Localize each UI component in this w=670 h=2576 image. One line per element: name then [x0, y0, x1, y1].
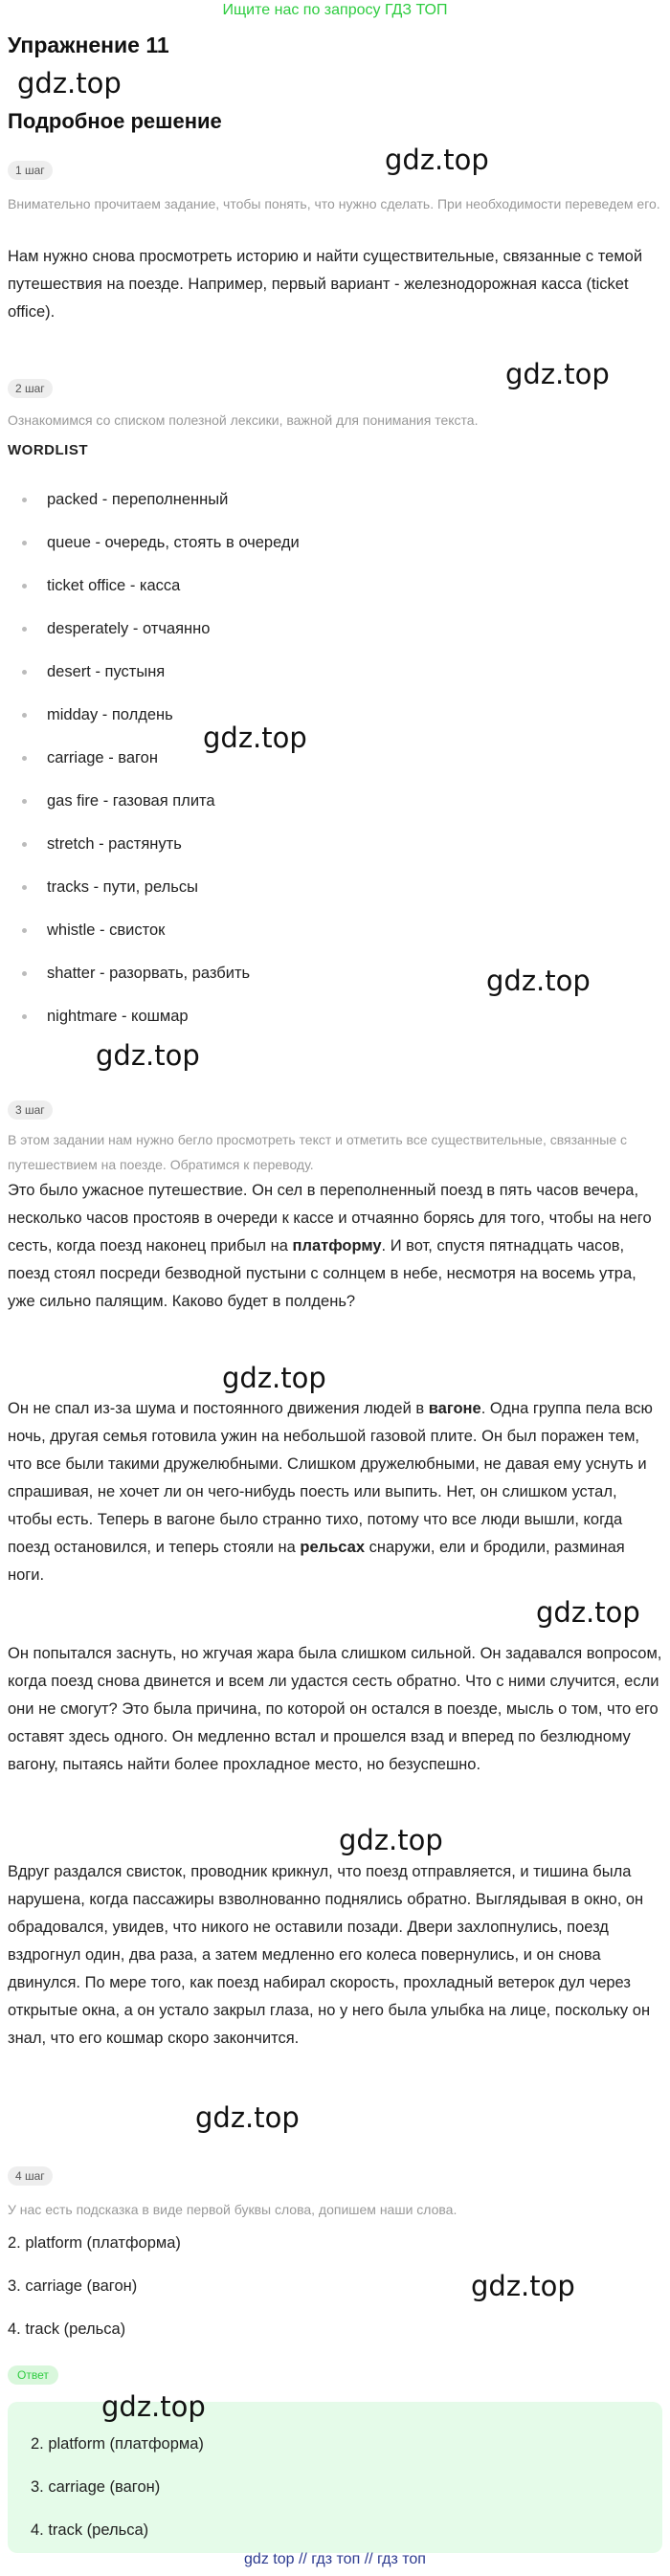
list-item: 2. platform (платформа)	[31, 2435, 204, 2453]
solution-title: Подробное решение	[8, 109, 222, 133]
watermark: gdz.top	[339, 1824, 443, 1856]
list-item: 2. platform (платформа)	[8, 2234, 181, 2252]
watermark: gdz.top	[96, 1039, 200, 1072]
list-item: 3. carriage (вагон)	[8, 2277, 138, 2295]
step-badge: 1 шаг	[8, 161, 53, 180]
list-item: queue - очередь, стоять в очереди	[0, 533, 670, 576]
story-paragraph: Он не спал из-за шума и постоянного движения людей в вагоне. Одна группа пела всю ночь, другая семья готовила ужин на небольшой газовой плите. Он был поражен тем, что все были такими дружелюбными. Слишком дружелюбными, не давая ему уснуть и спрашивая, не хочет ли он чего-нибудь поесть или выпить. Нет, он слишком устал, чтобы есть. Теперь в вагоне было странно тихо, потому что все люди вышли, когда поезд остановился, и теперь стояли на рельсах снаружи, ели и бродили, разминая ноги.	[8, 1400, 653, 1584]
exercise-title: Упражнение 11	[8, 33, 169, 57]
step-badge: 2 шаг	[8, 379, 53, 398]
step-answers	[8, 2233, 181, 2363]
step-hint: В этом задании нам нужно бегло просмотреть текст и отметить все существительные, связанные с путешествием на поезде. Обратимся к переводу.	[8, 1132, 627, 1172]
list-item: whistle - свисток	[0, 921, 670, 964]
answer-list	[31, 2434, 204, 2564]
list-item: ticket office - касса	[0, 576, 670, 619]
list-item: tracks - пути, рельсы	[0, 877, 670, 921]
list-item: stretch - растянуть	[0, 834, 670, 877]
list-item: gas fire - газовая плита	[0, 791, 670, 834]
watermark: gdz.top	[505, 358, 610, 390]
story-paragraph: Он попытался заснуть, но жгучая жара была слишком сильной. Он задавался вопросом, когда поезд снова двинется и всем ли удастся сесть обратно. Что с ними случится, если они не смогут? Это была причина, по которой он остался в поезде, мысль о том, что его оставят здесь одного. Он медленно встал и прошелся взад и вперед по безлюдному вагону, пытаясь найти более прохладное место, но безуспешно.	[8, 1645, 662, 1773]
watermark: gdz.top	[486, 965, 591, 997]
list-item: packed - переполненный	[0, 490, 670, 533]
step-hint: Внимательно прочитаем задание, чтобы понять, что нужно сделать. При необходимости переведем его.	[8, 196, 660, 211]
watermark: gdz.top	[101, 2390, 206, 2423]
step-hint: Ознакомимся со списком полезной лексики, важной для понимания текста.	[8, 412, 479, 428]
list-item: desperately - отчаянно	[0, 619, 670, 662]
step-text: Нам нужно снова просмотреть историю и найти существительные, связанные с темой путешествия на поезде. Например, первый вариант - железнодорожная касса (ticket office).	[8, 248, 643, 321]
list-item: midday - полдень	[0, 705, 670, 748]
list-item: carriage - вагон	[0, 748, 670, 791]
answer-badge: Ответ	[8, 2365, 58, 2385]
list-item: 4. track (рельса)	[31, 2521, 149, 2539]
watermark: gdz.top	[195, 2101, 300, 2134]
wordlist-heading: WORDLIST	[8, 442, 88, 458]
step-badge: 4 шаг	[8, 2166, 53, 2186]
watermark: gdz.top	[222, 1362, 326, 1394]
watermark: gdz.top	[17, 67, 122, 100]
story-paragraph: Вдруг раздался свисток, проводник крикнул, что поезд отправляется, и тишина была нарушена, когда пассажиры взволнованно поднялись обратно. Выглядывая в окно, он обрадовался, увидев, что никого не оставили позади. Двери захлопнулись, поезд вздрогнул один, два раза, а затем медленно его колеса повернулись, и он снова двинулся. По мере того, как поезд набирал скорость, прохладный ветерок дул через открытые окна, а он устало закрыл глаза, но у него была улыбка на лице, поскольку он знал, что его кошмар скоро закончится.	[8, 1863, 651, 2047]
answer-box	[8, 2402, 662, 2553]
story-paragraph: Это было ужасное путешествие. Он сел в переполненный поезд в пять часов вечера, несколько часов простояв в очереди к кассе и отчаянно борясь для того, чтобы на него сесть, когда поезд наконец прибыл на платформу. И вот, спустя пятнадцать часов, поезд стоял посреди безводной пустыни с солнцем в небе, несмотря на восемь утра, уже сильно палящим. Каково будет в полдень?	[8, 1182, 652, 1310]
step-badge: 3 шаг	[8, 1100, 53, 1120]
watermark: gdz.top	[471, 2270, 575, 2302]
list-item: shatter - разорвать, разбить	[0, 964, 670, 1007]
footer-links[interactable]: gdz top // гдз топ // гдз топ	[244, 2551, 426, 2567]
list-item: 3. carriage (вагон)	[31, 2478, 161, 2496]
list-item: nightmare - кошмар	[0, 1007, 670, 1050]
step-hint: У нас есть подсказка в виде первой буквы слова, допишем наши слова.	[8, 2202, 458, 2217]
list-item: desert - пустыня	[0, 662, 670, 705]
watermark: gdz.top	[536, 1596, 640, 1629]
search-banner: Ищите нас по запросу ГДЗ ТОП	[222, 2, 448, 18]
list-item: 4. track (рельса)	[8, 2321, 126, 2338]
watermark: gdz.top	[203, 722, 307, 754]
watermark: gdz.top	[385, 144, 489, 176]
